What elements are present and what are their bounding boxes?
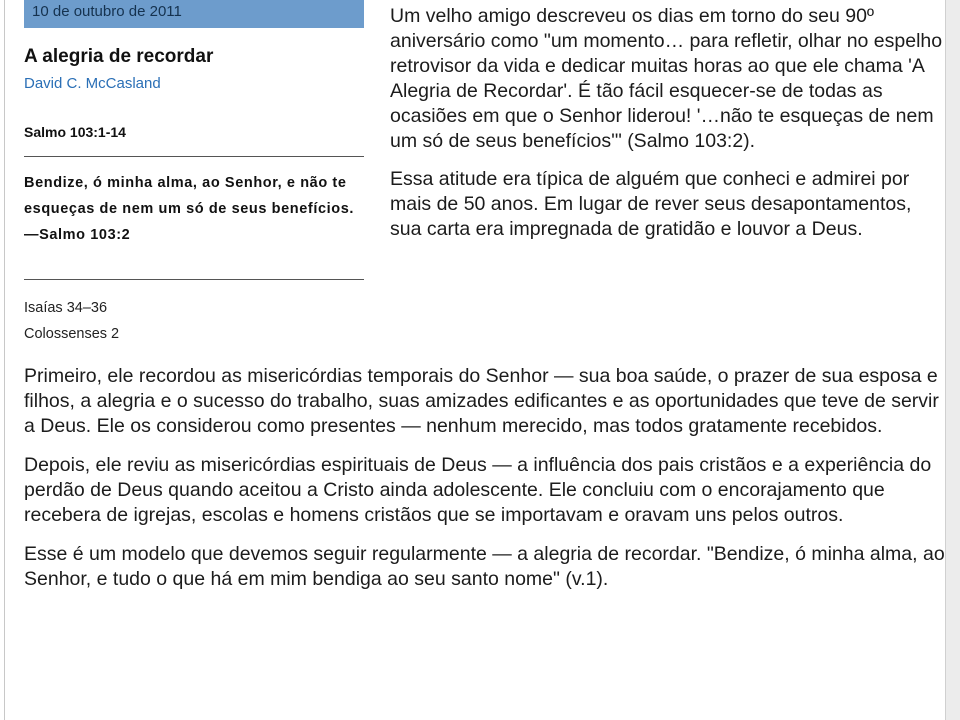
paragraph: Esse é um modelo que devemos seguir regularmente — a alegria de recordar. "Bendize, ó minha alma, ao Senhor, e tudo o que há em mim bendiga ao seu santo nome" (v.1). <box>24 543 945 590</box>
paragraph: Essa atitude era típica de alguém que conheci e admirei por mais de 50 anos. Em lugar de rever seus desapontamentos, sua carta era impregnada de gratidão e louvor a Deus. <box>390 168 912 240</box>
full-width-text <box>24 364 949 606</box>
left-border <box>4 0 5 720</box>
plan-item: Isaías 34–36 <box>24 300 108 316</box>
page-title: A alegria de recordar <box>24 46 214 67</box>
bible-reading-plan <box>24 295 119 347</box>
paragraph: Um velho amigo descreveu os dias em torno do seu 90º aniversário como "um momento… para refletir, olhar no espelho retrovisor da vida e dedicar muitas horas ao que ele chama 'A Alegria de Recordar'. É tão fácil esquecer-se de todas as ocasiões em que o Senhor liderou! '…não te esqueças de nem um só de seus benefícios'" (Salmo 103:2). <box>390 5 943 152</box>
date-banner <box>24 0 364 28</box>
paragraph: Primeiro, ele recordou as misericórdias temporais do Senhor — sua boa saúde, o prazer de sua esposa e filhos, a alegria e o sucesso do trabalho, suas amizades edificantes e as oportunidades que teve de servir a Deus. Ele os considerou como presentes — nenhum merecido, mas todos gratamente recebidos. <box>24 365 939 437</box>
divider <box>24 279 364 280</box>
author-link[interactable]: David C. McCasland <box>24 75 161 92</box>
divider <box>24 156 364 157</box>
paragraph: Depois, ele reviu as misericórdias espirituais de Deus — a influência dos pais cristãos e a experiência do perdão de Deus quando aceitou a Cristo ainda adolescente. Ele concluiu com o encorajamento que recebera de igrejas, escolas e homens cristãos que se importavam e oravam uns pelos outros. <box>24 454 932 526</box>
plan-item: Colossenses 2 <box>24 326 120 342</box>
scripture-reading: Salmo 103:1-14 <box>24 124 126 140</box>
column-text <box>390 4 946 255</box>
scrollbar[interactable] <box>945 0 960 720</box>
date-text: 10 de outubro de 2011 <box>32 3 182 20</box>
key-verse: Bendize, ó minha alma, ao Senhor, e não te esqueças de nem um só de seus benefícios. —Salmo 103:2 <box>24 175 355 243</box>
